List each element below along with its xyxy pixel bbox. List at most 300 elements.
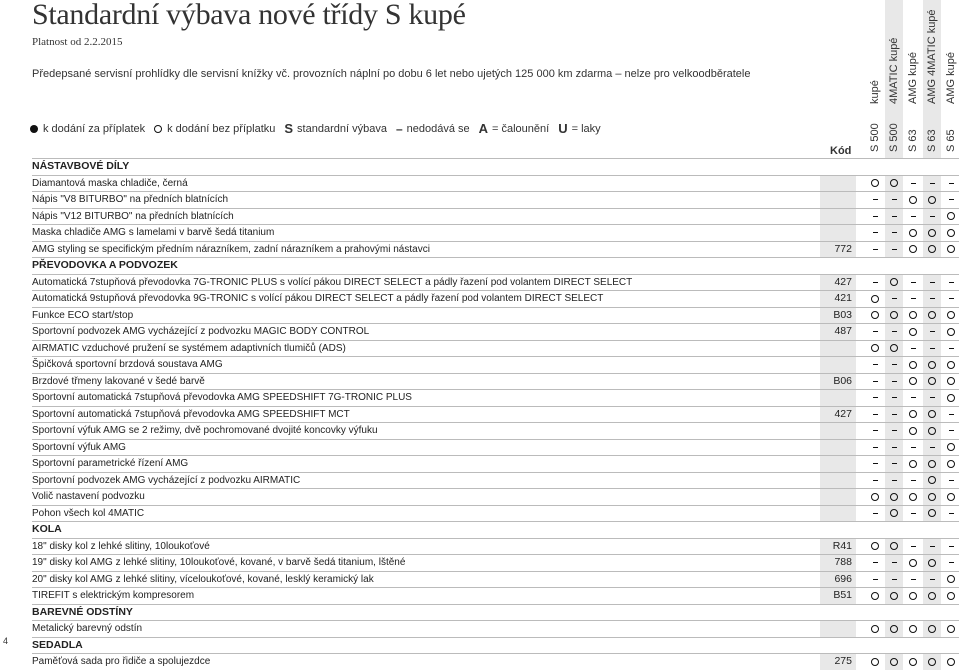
availability-cell (923, 291, 941, 307)
column-engine-label: S 500 (888, 123, 900, 152)
availability-cell (885, 390, 903, 406)
open-circle-icon (890, 509, 898, 517)
availability-cell (885, 275, 903, 291)
dash-icon (949, 414, 954, 415)
row-label: AIRMATIC vzduchové pružení se systémem adaptivních tlumičů (ADS) (32, 342, 346, 354)
page-number: 4 (3, 636, 9, 646)
availability-cell (904, 242, 922, 258)
availability-cell (904, 341, 922, 357)
open-circle-icon (909, 625, 917, 633)
row-code: 427 (820, 407, 856, 423)
availability-cell (904, 291, 922, 307)
row-label: Sportovní automatická 7stupňová převodovka AMG SPEEDSHIFT 7G-TRONIC PLUS (32, 392, 412, 403)
dash-icon (873, 331, 878, 332)
dash-icon (892, 199, 897, 200)
table-row (32, 191, 959, 208)
row-code (820, 456, 856, 472)
open-circle-icon (890, 311, 898, 319)
row-code (820, 506, 856, 522)
dash-icon (892, 331, 897, 332)
table-row (32, 455, 959, 472)
open-circle-icon (928, 592, 936, 600)
availability-cell (866, 357, 884, 373)
row-label: Sportovní automatická 7stupňová převodovka AMG SPEEDSHIFT MCT (32, 408, 350, 420)
row-code: 788 (820, 555, 856, 571)
availability-cell (923, 588, 941, 604)
row-label: 19" disky kol AMG z lehké slitiny, 10loukoťové, kované, v barvě šedá titanium, lštěné (32, 557, 406, 568)
availability-cell (942, 588, 959, 604)
open-circle-icon (928, 559, 936, 567)
code-column-header: Kód (830, 145, 852, 157)
dash-icon (892, 298, 897, 299)
availability-cell (885, 654, 903, 670)
dash-icon (949, 562, 954, 563)
open-circle-icon (947, 658, 955, 666)
table-row (32, 340, 959, 357)
row-label: Sportovní výfuk AMG se 2 režimy, dvě pochromované dvojité koncovky výfuku (32, 425, 378, 436)
legend-dash-symbol: – (395, 121, 403, 136)
dash-icon (892, 430, 897, 431)
dash-icon (892, 480, 897, 481)
open-circle-icon (947, 311, 955, 319)
row-code: B06 (820, 374, 856, 390)
column-header (866, 0, 884, 158)
availability-cell (942, 275, 959, 291)
table-row (32, 538, 959, 555)
availability-cell (904, 621, 922, 637)
equipment-table (32, 158, 959, 670)
dash-icon (873, 364, 878, 365)
open-circle-icon (909, 493, 917, 501)
open-circle-icon (947, 361, 955, 369)
dash-icon (873, 579, 878, 580)
availability-cell (942, 374, 959, 390)
availability-cell (904, 423, 922, 439)
row-label: Pohon všech kol 4MATIC (32, 507, 145, 519)
open-circle-icon (890, 625, 898, 633)
availability-cell (866, 473, 884, 489)
availability-cell (923, 539, 941, 555)
availability-cell (923, 621, 941, 637)
table-row (32, 175, 959, 192)
availability-cell (866, 440, 884, 456)
dash-icon (892, 562, 897, 563)
open-circle-icon (947, 212, 955, 220)
column-engine-label: S 65 (945, 129, 957, 152)
dash-icon (949, 183, 954, 184)
open-circle-icon (909, 559, 917, 567)
open-circle-icon (890, 493, 898, 501)
table-row (32, 406, 959, 423)
column-engine-label: S 63 (907, 129, 919, 152)
open-circle-icon (871, 311, 879, 319)
open-circle-icon (928, 658, 936, 666)
availability-cell (904, 588, 922, 604)
availability-cell (942, 473, 959, 489)
open-circle-icon (947, 443, 955, 451)
availability-cell (942, 489, 959, 505)
table-row (32, 505, 959, 522)
section-title: NÁSTAVBOVÉ DÍLY (32, 160, 130, 172)
column-engine-label: S 63 (926, 129, 938, 152)
open-circle-icon (928, 245, 936, 253)
row-label: Paměťová sada pro řidiče a spolujezdce (32, 656, 211, 667)
open-circle-icon (928, 493, 936, 501)
availability-cell (923, 308, 941, 324)
section-header (32, 521, 959, 538)
dash-icon (911, 513, 916, 514)
validity-date: Platnost od 2.2.2015 (32, 36, 123, 48)
open-circle-icon (890, 542, 898, 550)
availability-cell (885, 209, 903, 225)
column-engine-label: S 500 (869, 123, 881, 152)
row-label: Nápis "V12 BITURBO" na předních blatnících (32, 210, 234, 222)
dash-icon (911, 282, 916, 283)
table-row (32, 620, 959, 637)
availability-cell (923, 456, 941, 472)
open-circle-icon (871, 179, 879, 187)
row-code (820, 489, 856, 505)
row-label: Maska chladiče AMG s lamelami v barvě šedá titanium (32, 227, 275, 238)
table-row (32, 554, 959, 571)
column-model-label: 4MATIC kupé (888, 37, 900, 104)
dash-icon (892, 232, 897, 233)
availability-cell (923, 440, 941, 456)
availability-cell (866, 654, 884, 670)
availability-cell (923, 506, 941, 522)
availability-cell (904, 654, 922, 670)
row-label: AMG styling se specifickým předním nárazníkem, zadní nárazníkem a prahovými nástavci (32, 243, 430, 255)
row-code (820, 225, 856, 241)
availability-cell (885, 555, 903, 571)
dash-icon (873, 232, 878, 233)
open-circle-icon (947, 394, 955, 402)
availability-cell (885, 324, 903, 340)
row-label: Sportovní podvozek AMG vycházející z podvozku AIRMATIC (32, 474, 301, 486)
row-code: B03 (820, 308, 856, 324)
availability-cell (942, 225, 959, 241)
open-circle-icon (890, 278, 898, 286)
row-label: Automatická 7stupňová převodovka 7G-TRONIC PLUS s volící pákou DIRECT SELECT a pádly řazení pod volantem DIRECT SELECT (32, 276, 633, 288)
row-label: Nápis "V8 BITURBO" na předních blatnících (32, 194, 229, 205)
availability-cell (923, 275, 941, 291)
row-label: Sportovní výfuk AMG (32, 441, 126, 453)
availability-cell (904, 275, 922, 291)
availability-cell (923, 176, 941, 192)
availability-cell (923, 341, 941, 357)
filled-circle-icon (30, 125, 38, 133)
legend-a-symbol: A (478, 121, 489, 136)
legend-s-label: standardní výbava (297, 122, 387, 135)
availability-cell (942, 539, 959, 555)
row-code (820, 390, 856, 406)
open-circle-icon (871, 592, 879, 600)
dash-icon (930, 216, 935, 217)
availability-cell (885, 357, 903, 373)
dash-icon (911, 579, 916, 580)
availability-cell (904, 357, 922, 373)
availability-cell (904, 440, 922, 456)
dash-icon (873, 397, 878, 398)
dash-icon (873, 249, 878, 250)
availability-cell (923, 572, 941, 588)
availability-cell (866, 423, 884, 439)
availability-cell (866, 308, 884, 324)
row-label: Metalický barevný odstín (32, 623, 143, 634)
availability-cell (942, 242, 959, 258)
open-circle-icon (890, 658, 898, 666)
open-circle-icon (909, 658, 917, 666)
availability-cell (923, 324, 941, 340)
table-row (32, 488, 959, 505)
table-row (32, 274, 959, 291)
open-circle-icon (909, 196, 917, 204)
row-label: 18" disky kol z lehké slitiny, 10loukoťové (32, 540, 210, 552)
availability-cell (923, 225, 941, 241)
section-title: BAREVNÉ ODSTÍNY (32, 605, 133, 618)
row-code: 772 (820, 242, 856, 258)
availability-cell (942, 555, 959, 571)
availability-cell (942, 176, 959, 192)
availability-cell (904, 374, 922, 390)
availability-cell (866, 225, 884, 241)
open-circle-icon (909, 410, 917, 418)
dash-icon (949, 348, 954, 349)
open-circle-icon (928, 229, 936, 237)
row-label: Diamantová maska chladiče, černá (32, 177, 188, 189)
dash-icon (911, 546, 916, 547)
table-row (32, 653, 959, 670)
availability-cell (885, 440, 903, 456)
availability-cell (866, 390, 884, 406)
table-row (32, 356, 959, 373)
availability-cell (885, 473, 903, 489)
availability-cell (923, 423, 941, 439)
availability-cell (904, 539, 922, 555)
availability-cell (885, 291, 903, 307)
availability-cell (923, 473, 941, 489)
availability-cell (904, 572, 922, 588)
dash-icon (911, 216, 916, 217)
availability-cell (866, 588, 884, 604)
row-code: 275 (820, 654, 856, 670)
open-circle-icon (928, 509, 936, 517)
availability-cell (866, 621, 884, 637)
availability-cell (866, 456, 884, 472)
availability-cell (866, 572, 884, 588)
availability-cell (885, 506, 903, 522)
availability-cell (904, 390, 922, 406)
dash-icon (892, 364, 897, 365)
row-label: Sportovní podvozek AMG vycházející z podvozku MAGIC BODY CONTROL (32, 326, 370, 337)
row-code (820, 621, 856, 637)
availability-cell (904, 555, 922, 571)
availability-cell (885, 456, 903, 472)
row-code (820, 192, 856, 208)
table-row (32, 208, 959, 225)
open-circle-icon (928, 476, 936, 484)
dash-icon (949, 298, 954, 299)
table-row (32, 439, 959, 456)
section-title: SEDADLA (32, 638, 83, 651)
availability-cell (942, 324, 959, 340)
section-header (32, 257, 959, 274)
availability-cell (923, 357, 941, 373)
availability-cell (923, 555, 941, 571)
row-code (820, 341, 856, 357)
dash-icon (949, 430, 954, 431)
dash-icon (892, 463, 897, 464)
open-circle-icon (909, 229, 917, 237)
availability-cell (942, 291, 959, 307)
legend-dash-label: nedodává se (406, 122, 470, 135)
open-circle-icon (909, 592, 917, 600)
row-label: Funkce ECO start/stop (32, 309, 134, 321)
availability-cell (866, 291, 884, 307)
availability-cell (885, 621, 903, 637)
row-label: Špičková sportovní brzdová soustava AMG (32, 359, 223, 370)
open-circle-icon (909, 361, 917, 369)
availability-cell (885, 572, 903, 588)
open-circle-icon (871, 658, 879, 666)
availability-cell (866, 341, 884, 357)
open-circle-icon (890, 344, 898, 352)
availability-cell (942, 440, 959, 456)
availability-cell (942, 407, 959, 423)
availability-cell (942, 423, 959, 439)
row-code: 487 (820, 324, 856, 340)
row-label: TIREFIT s elektrickým kompresorem (32, 590, 195, 601)
availability-cell (904, 209, 922, 225)
availability-cell (885, 489, 903, 505)
dash-icon (930, 546, 935, 547)
row-label: 20" disky kol AMG z lehké slitiny, víceloukoťové, kované, lesklý keramický lak (32, 573, 374, 585)
table-row (32, 290, 959, 307)
dash-icon (911, 397, 916, 398)
table-row (32, 587, 959, 604)
row-code: 427 (820, 275, 856, 291)
dash-icon (873, 447, 878, 448)
dash-icon (892, 397, 897, 398)
open-circle-icon (909, 377, 917, 385)
availability-cell (866, 407, 884, 423)
availability-cell (923, 390, 941, 406)
dash-icon (873, 562, 878, 563)
dash-icon (949, 199, 954, 200)
dash-icon (949, 282, 954, 283)
open-circle-icon (909, 311, 917, 319)
section-title: KOLA (32, 523, 62, 535)
dash-icon (930, 447, 935, 448)
row-code (820, 473, 856, 489)
dash-icon (892, 249, 897, 250)
dash-icon (911, 480, 916, 481)
availability-cell (942, 456, 959, 472)
availability-cell (923, 192, 941, 208)
availability-cell (942, 654, 959, 670)
column-model-label: AMG kupé (907, 52, 919, 104)
open-circle-icon (947, 229, 955, 237)
open-circle-icon (871, 344, 879, 352)
row-label: Automatická 9stupňová převodovka 9G-TRONIC s volící pákou DIRECT SELECT a pádly řazení pod volantem DIRECT SELECT (32, 293, 604, 304)
table-row (32, 422, 959, 439)
availability-cell (904, 456, 922, 472)
dash-icon (873, 381, 878, 382)
row-code: B51 (820, 588, 856, 604)
section-header (32, 158, 959, 175)
dash-icon (892, 381, 897, 382)
legend-u-label: = laky (571, 122, 601, 135)
availability-cell (942, 341, 959, 357)
dash-icon (892, 447, 897, 448)
availability-cell (904, 176, 922, 192)
table-row (32, 224, 959, 241)
availability-cell (904, 489, 922, 505)
availability-cell (866, 242, 884, 258)
availability-cell (904, 506, 922, 522)
dash-icon (930, 579, 935, 580)
open-circle-icon (947, 493, 955, 501)
table-row (32, 373, 959, 390)
dash-icon (930, 282, 935, 283)
column-model-label: AMG kupé (945, 52, 957, 104)
service-notice: Předepsané servisní prohlídky dle servisní knížky vč. provozních náplní po dobu 6 let nebo ujetých 125 000 km zdarma – nelze pro velkoodběratele (32, 68, 751, 80)
open-circle-icon (928, 377, 936, 385)
availability-cell (923, 374, 941, 390)
availability-cell (904, 308, 922, 324)
open-circle-icon (947, 377, 955, 385)
legend (30, 121, 610, 136)
open-circle-icon (928, 460, 936, 468)
availability-cell (923, 654, 941, 670)
availability-cell (866, 555, 884, 571)
row-code (820, 440, 856, 456)
availability-cell (885, 588, 903, 604)
open-circle-icon (909, 427, 917, 435)
section-header (32, 604, 959, 621)
availability-cell (923, 209, 941, 225)
availability-cell (885, 225, 903, 241)
dash-icon (892, 216, 897, 217)
row-code (820, 423, 856, 439)
dash-icon (892, 414, 897, 415)
availability-cell (885, 407, 903, 423)
availability-cell (885, 374, 903, 390)
open-circle-icon (947, 625, 955, 633)
page-title: Standardní výbava nové třídy S kupé (32, 0, 466, 31)
table-row (32, 241, 959, 258)
table-row (32, 389, 959, 406)
availability-cell (904, 324, 922, 340)
availability-cell (866, 209, 884, 225)
open-circle-icon (947, 592, 955, 600)
availability-cell (942, 390, 959, 406)
open-circle-icon (947, 328, 955, 336)
dash-icon (873, 199, 878, 200)
column-header (885, 0, 903, 158)
row-label: Sportovní parametrické řízení AMG (32, 458, 189, 469)
legend-a-label: = čalounění (492, 122, 550, 135)
dash-icon (873, 216, 878, 217)
open-circle-icon (909, 328, 917, 336)
dash-icon (873, 430, 878, 431)
availability-cell (866, 176, 884, 192)
row-label: Brzdové třmeny lakované v šedé barvě (32, 375, 205, 387)
availability-cell (942, 621, 959, 637)
open-circle-icon (928, 625, 936, 633)
availability-cell (885, 192, 903, 208)
table-row (32, 472, 959, 489)
